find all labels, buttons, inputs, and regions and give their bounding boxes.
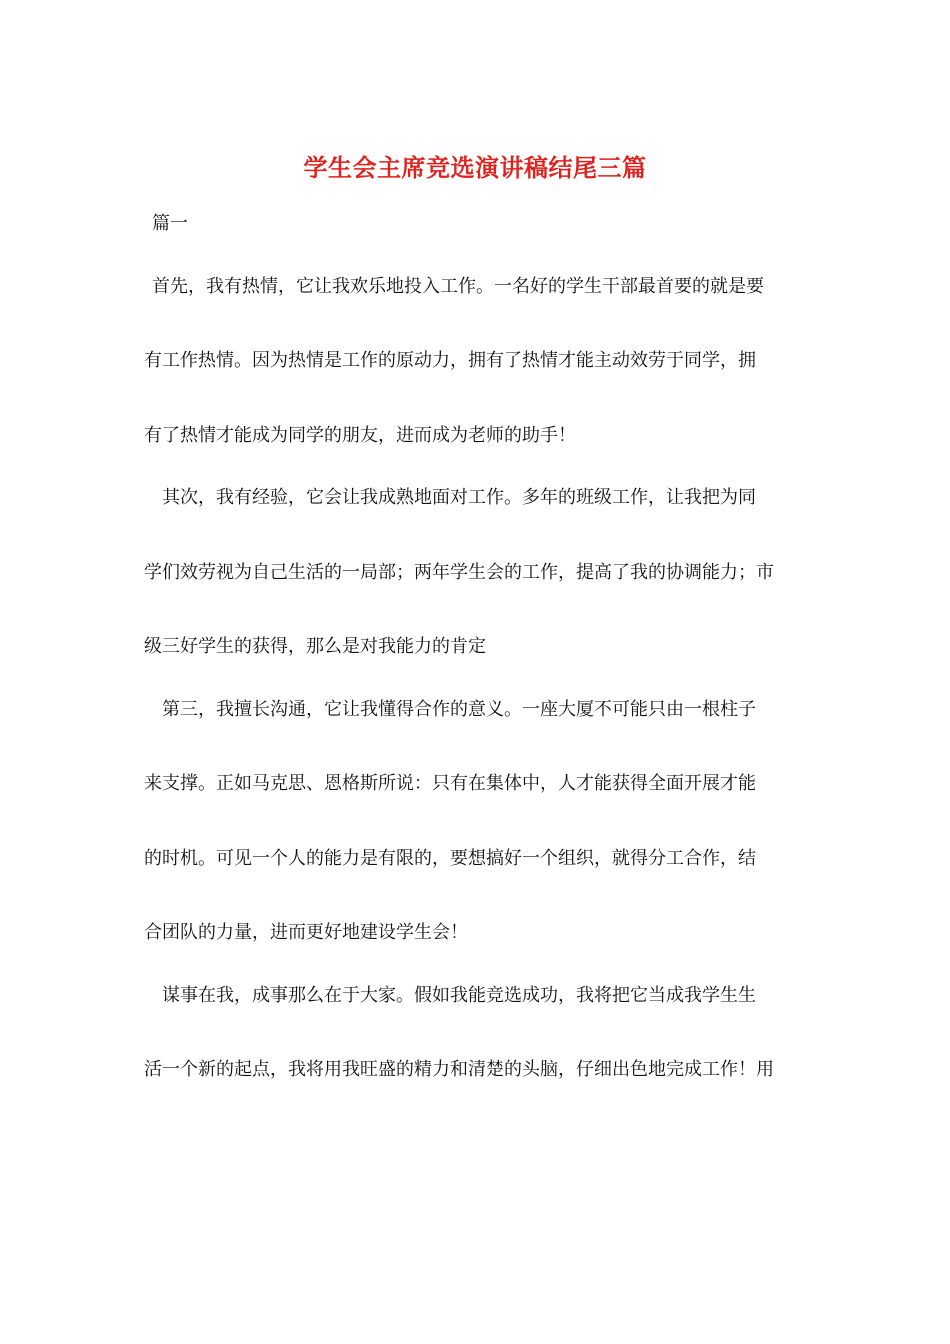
paragraph-1-line-2: 有工作热情。因为热情是工作的原动力，拥有了热情才能主动效劳于同学，拥	[144, 350, 756, 371]
paragraph-1-line-3: 有了热情才能成为同学的朋友，进而成为老师的助手！	[144, 425, 576, 446]
paragraph-2-line-3: 级三好学生的获得，那么是对我能力的肯定	[144, 636, 486, 657]
paragraph-2-line-2: 学们效劳视为自己生活的一局部；两年学生会的工作，提高了我的协调能力；市	[144, 562, 774, 583]
paragraph-3-line-1: 第三，我擅长沟通，它让我懂得合作的意义。一座大厦不可能只由一根柱子	[162, 699, 756, 720]
paragraph-1-line-1: 首先，我有热情，它让我欢乐地投入工作。一名好的学生干部最首要的就是要	[152, 276, 764, 297]
paragraph-4-line-1: 谋事在我，成事那么在于大家。假如我能竞选成功，我将把它当成我学生生	[162, 985, 756, 1006]
paragraph-3-line-2: 来支撑。正如马克思、恩格斯所说：只有在集体中，人才能获得全面开展才能	[144, 773, 756, 794]
paragraph-3-line-3: 的时机。可见一个人的能力是有限的，要想搞好一个组织，就得分工合作，结	[144, 848, 756, 869]
paragraph-4-line-2: 活一个新的起点，我将用我旺盛的精力和清楚的头脑，仔细出色地完成工作！用	[144, 1059, 774, 1080]
document-title: 学生会主席竞选演讲稿结尾三篇	[303, 154, 647, 182]
section-label: 篇一	[152, 213, 188, 234]
paragraph-2-line-1: 其次，我有经验，它会让我成熟地面对工作。多年的班级工作，让我把为同	[162, 487, 756, 508]
paragraph-3-line-4: 合团队的力量，进而更好地建设学生会！	[144, 922, 468, 943]
